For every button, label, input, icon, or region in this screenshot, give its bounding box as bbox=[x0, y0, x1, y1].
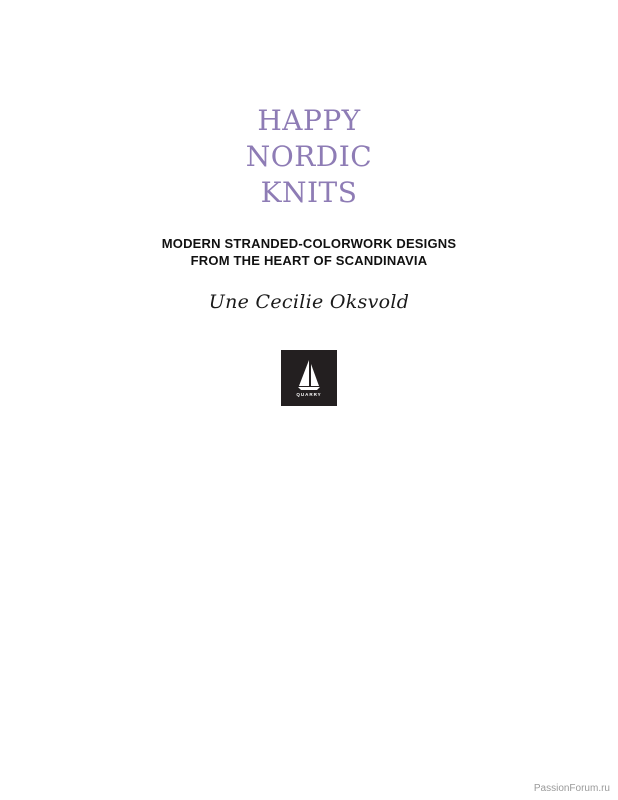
book-title bbox=[0, 103, 618, 211]
sailboat-icon bbox=[281, 350, 337, 406]
publisher-logo bbox=[281, 350, 337, 406]
watermark: PassionForum.ru bbox=[533, 783, 610, 794]
publisher-logo-label: QUARRY bbox=[296, 392, 322, 397]
title-line-happy: HAPPY bbox=[257, 104, 361, 137]
title-line-knits: KNITS bbox=[260, 176, 358, 209]
book-subtitle bbox=[0, 235, 618, 269]
author-name: Une Cecilie Oksvold bbox=[208, 291, 410, 313]
title-line-nordic: NORDIC bbox=[245, 140, 373, 173]
subtitle-line-1: MODERN STRANDED-COLORWORK DESIGNS bbox=[161, 236, 457, 251]
subtitle-line-2: FROM THE HEART OF SCANDINAVIA bbox=[190, 253, 428, 268]
